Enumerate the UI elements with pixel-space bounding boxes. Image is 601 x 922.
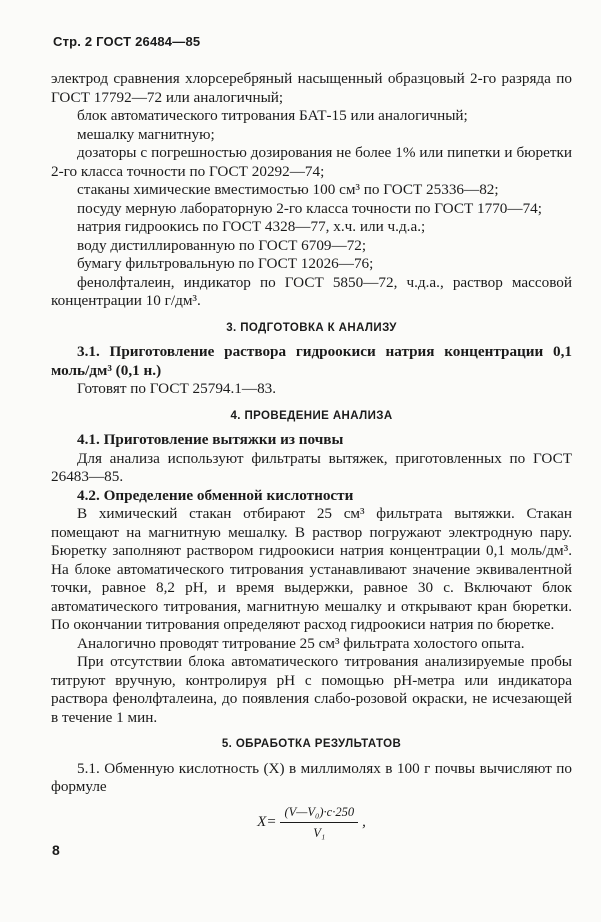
list-item: блок автоматического титрования БАТ-15 или аналогичный; — [77, 107, 468, 124]
list-item: стаканы химические вместимостью 100 см³ по ГОСТ 25336—82; — [77, 181, 499, 198]
subsection-4-2-blank-text: Аналогично проводят титрование 25 см³ фильтрата холостого опыта. — [77, 634, 525, 652]
reagent-list — [51, 70, 572, 311]
subsection-4-2-title: 4.2. Определение обменной кислотности — [77, 486, 354, 504]
formula-tail: , — [362, 814, 366, 831]
formula-numerator: (V—V₀)·c·250 — [280, 803, 358, 824]
subsection-3-1-title: 3.1. Приготовление раствора гидроокиси натрия концентрации 0,1 моль/дм³ (0,1 н.) — [51, 343, 572, 379]
page-number: 8 — [52, 842, 60, 858]
page-header: Стр. 2 ГОСТ 26484—85 — [53, 34, 201, 49]
list-item: мешалку магнитную; — [77, 125, 215, 143]
subsection-3-1-text: Готовят по ГОСТ 25794.1—83. — [77, 380, 277, 397]
section-3-heading: 3. ПОДГОТОВКА К АНАЛИЗУ — [226, 321, 397, 334]
list-item: натрия гидроокись по ГОСТ 4328—77, х.ч. или ч.д.а.; — [77, 218, 426, 235]
subsection-4-2-text: В химический стакан отбирают 25 см³ фильтрата вытяжки. Стакан помещают на магнитную мешалку. В раствор погружают электродную пару. Бюретку заполняют раствором гидроокиси натрия концентрации 0,1 моль/дм³. На блоке автоматического титрования устанавливают значение эквивалентной точки, равное 8,2 pH, и время выдержки, равное 30 с. Включают блок автоматического титрования, магнитную мешалку и открывают кран бюретки. По окончании титрования определяют расход гидроокиси натрия по бюретке. — [51, 505, 572, 633]
subsection-4-1-text: Для анализа используют фильтраты вытяжек, приготовленных по ГОСТ 26483—85. — [51, 449, 572, 485]
document-body — [51, 70, 572, 843]
list-item: бумагу фильтровальную по ГОСТ 12026—76; — [77, 255, 374, 272]
subsection-4-1-title: 4.1. Приготовление вытяжки из почвы — [77, 431, 344, 448]
section-5-heading: 5. ОБРАБОТКА РЕЗУЛЬТАТОВ — [221, 738, 402, 750]
subsection-4-2-manual-text: При отсутствии блока автоматического титрования анализируемые пробы титруют вручную, контролируя pH с помощью pH-метра или индикатора раствора фенолфталеина, до появления слабо-розовой окраски, не исчезающей в течение 1 мин. — [51, 653, 572, 726]
list-item: воду дистиллированную по ГОСТ 6709—72; — [77, 236, 367, 254]
list-item: электрод сравнения хлорсеребряный насыщенный образцовый 2-го разряда по ГОСТ 17792—72 или аналогичный; — [51, 70, 572, 106]
formula-denominator: V₁ — [313, 826, 326, 840]
acidity-formula — [51, 803, 572, 843]
subsection-5-1-text: 5.1. Обменную кислотность (X) в миллимолях в 100 г почвы вычисляют по формуле — [51, 759, 572, 795]
formula-lhs: X= — [257, 814, 277, 831]
list-item: фенолфталеин, индикатор по ГОСТ 5850—72, ч.д.а., раствор массовой концентрации 10 г/дм³. — [51, 273, 572, 309]
section-4-heading: 4. ПРОВЕДЕНИЕ АНАЛИЗА — [230, 409, 393, 422]
list-item: дозаторы с погрешностью дозирования не более 1% или пипетки и бюретки 2-го класса точности по ГОСТ 20292—74; — [51, 144, 572, 180]
list-item: посуду мерную лабораторную 2-го класса точности по ГОСТ 1770—74; — [77, 199, 542, 217]
formula-fraction — [280, 803, 358, 843]
